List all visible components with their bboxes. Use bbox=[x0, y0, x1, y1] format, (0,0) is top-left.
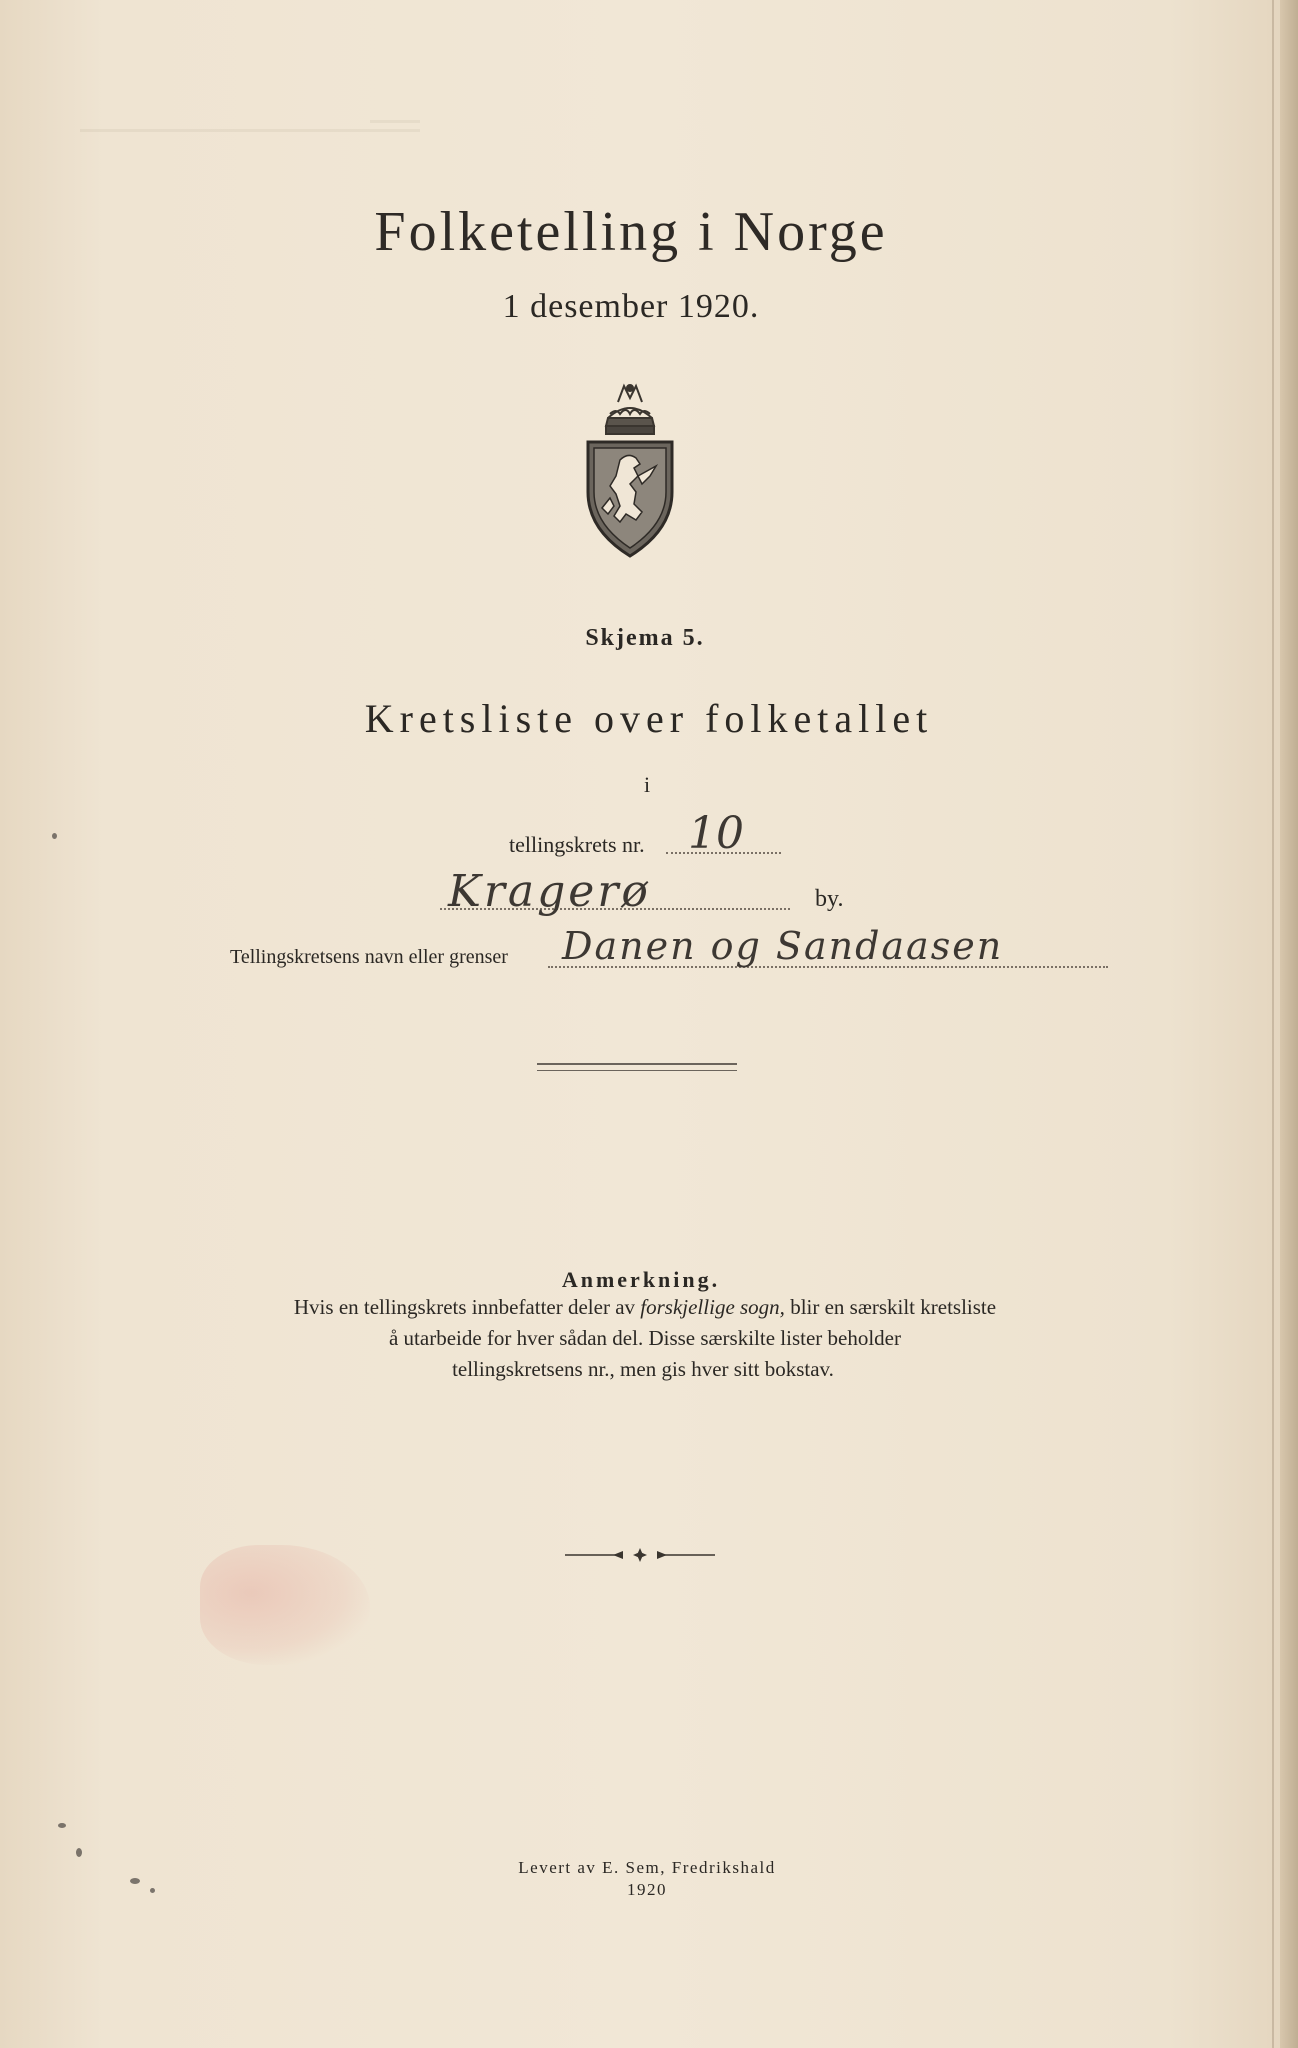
ink-spot bbox=[76, 1848, 82, 1857]
town-suffix: by. bbox=[815, 886, 844, 912]
page-title: Folketelling i Norge bbox=[374, 201, 888, 263]
paper-stain bbox=[200, 1545, 370, 1665]
note-emphasis: forskjellige sogn, bbox=[640, 1295, 785, 1319]
note-line-1-start: Hvis en tellingskrets innbefatter deler av bbox=[293, 1295, 636, 1319]
boundaries-label: Tellingskretsens navn eller grenser bbox=[230, 946, 508, 968]
preposition: i bbox=[643, 772, 651, 797]
schema-number: Skjema 5. bbox=[585, 625, 705, 651]
district-number-value: 10 bbox=[688, 808, 744, 859]
note-line-1-end: blir en særskilt kretsliste bbox=[790, 1295, 997, 1319]
district-label: tellingskrets nr. bbox=[509, 832, 645, 857]
ornament-divider-icon bbox=[565, 1545, 715, 1565]
form-heading: Kretsliste over folketallet bbox=[364, 696, 934, 741]
printer-credit: Levert av E. Sem, Fredrikshald bbox=[518, 1858, 776, 1877]
page-edge bbox=[1280, 0, 1298, 2048]
printer-year: 1920 bbox=[627, 1880, 667, 1899]
bleed-through bbox=[370, 110, 420, 123]
bleed-through bbox=[80, 115, 420, 132]
separator-rule bbox=[537, 1063, 737, 1071]
norwegian-coat-of-arms-icon bbox=[580, 380, 680, 560]
census-date: 1 desember 1920. bbox=[502, 288, 760, 325]
note-line-1 bbox=[0, 1293, 1294, 1322]
boundaries-value: Danen og Sandaasen bbox=[562, 924, 1004, 968]
ink-spot bbox=[52, 833, 57, 839]
note-line-3: tellingskretsens nr., men gis hver sitt bokstav. bbox=[452, 1357, 834, 1381]
town-value: Kragerø bbox=[448, 866, 651, 917]
note-line-2: å utarbeide for hver sådan del. Disse særskilte lister beholder bbox=[388, 1326, 901, 1350]
note-title: Anmerkning. bbox=[561, 1267, 721, 1292]
ink-spot bbox=[58, 1823, 66, 1828]
